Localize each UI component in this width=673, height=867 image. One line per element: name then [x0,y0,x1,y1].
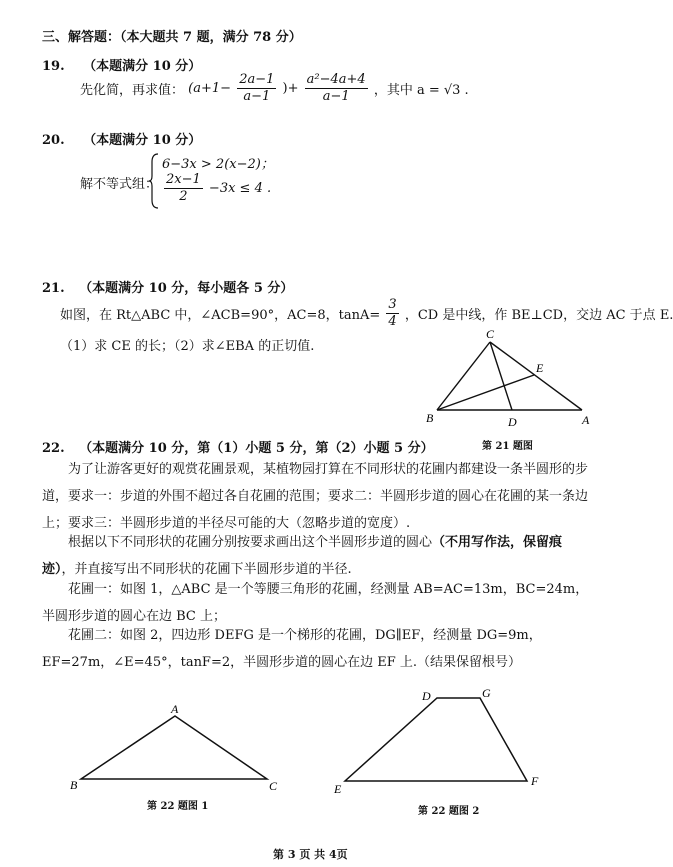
q22-para-2-b: ，并直接写出不同形状的花圃下半圆形步道的半径. [61,562,352,577]
q21-header [42,277,293,296]
q22-figure-2 [330,684,550,799]
q19-number: 19. [42,59,65,74]
q22-fig1-label-c: C [269,779,278,793]
q19-expression [80,72,469,105]
q22-para-1: 为了让游客更好的观赏花圃景观，某植物园打算在不同形状的花圃内都建设一条半圆形的步道，要求一：步道的外围不超过各自花圃的范围；要求二：半圆形步道的圆心在花圃的某一条边上；要求三：半圆形步道的半径尽可能的大（忽略步道的宽度）. [42,462,589,531]
q22-figure-1-caption: 第 22 题图 1 [147,801,209,812]
q21-line2: （1）求 CE 的长；（2）求∠EBA 的正切值. [60,339,315,354]
q21-number: 21. [42,281,65,296]
q21-figure [420,322,600,452]
q22-fig2-label-f: F [531,774,539,788]
q19-frac1-den: a−1 [243,89,271,104]
q21-segment-cd [490,342,512,410]
q22-para-2 [42,529,590,583]
q19-frac2-den: a−1 [322,89,350,104]
q20-ineq2-tail: −3x ≤ 4 . [208,181,272,196]
q22-figure-1 [62,700,287,800]
q22-fig2-label-g: G [482,686,491,700]
q21-segment-be [437,375,534,410]
q22-trapezoid-defg [345,698,527,781]
q19-lead: 先化简，再求值： [80,83,185,98]
q22-number: 22. [42,441,65,456]
q21-score: （本题满分 10 分，每小题各 5 分） [79,281,294,296]
q21-figure-caption: 第 21 题图 [482,441,533,452]
q19-close: )+ [282,81,299,96]
q21-label-c: C [486,327,495,341]
q22-fig1-label-a: A [171,702,179,716]
q19-frac1 [237,72,276,105]
q21-label-d: D [508,415,517,429]
q20-ineq2-den: 2 [179,189,188,204]
q19-frac2-num: a²−4a+4 [306,72,366,87]
q22-score: （本题满分 10 分，第（1）小题 5 分，第（2）小题 5 分） [79,441,434,456]
q22-triangle-abc [81,716,267,779]
q22-figure-2-caption: 第 22 题图 2 [418,806,480,817]
q20-ineq2 [162,172,271,205]
q21-tan-frac [386,297,398,330]
q22-para-2-a: 根据以下不同形状的花圃分别按要求画出这个半圆形步道的圆心 [68,535,433,550]
q20-brace [148,152,160,210]
q22-para-3: 花圃一：如图 1，△ABC 是一个等腰三角形的花圃，经测量 AB=AC=13m，BC=24m，半圆形步道的圆心在边 BC 上； [42,582,589,624]
q20-number: 20. [42,133,65,148]
q22-para-4: 花圃二：如图 2，四边形 DEFG 是一个梯形的花圃，DG∥EF，经测量 DG=9m，EF=27m，∠E=45°，tanF=2，半圆形步道的圆心在边 EF 上.（结果保留根号） [42,628,542,670]
page-footer: 第 3 页 共 4页 [273,848,348,861]
q21-line1-b: ，CD 是中线，作 BE⊥CD，交边 AC 于点 E. [404,308,673,323]
q21-segment-ca [490,342,582,410]
q21-label-b: B [426,411,434,425]
q22-fig2-label-d: D [422,689,431,703]
q22-fig2-label-e: E [334,782,342,796]
q19-open: (a+1− [188,81,232,96]
q20-header [42,129,201,148]
q22-para-2-bold: （不用写作法，保留痕迹） [42,535,563,577]
q20-ineq1: 6−3x > 2(x−2)； [162,157,274,172]
q19-frac2 [305,72,368,105]
q22-fig1-label-b: B [70,778,78,792]
q21-line1-a: 如图，在 Rt△ABC 中，∠ACB=90°，AC=8，tanA= [60,308,381,323]
q21-tan-den: 4 [388,314,397,329]
q20-score: （本题满分 10 分） [83,133,202,148]
q19-frac1-num: 2a−1 [239,72,275,87]
q21-label-e: E [536,361,544,375]
q19-score: （本题满分 10 分） [83,59,202,74]
section-heading: 三、解答题：（本大题共 7 题，满分 78 分） [42,30,302,45]
q21-tan-num: 3 [388,297,397,312]
q21-label-a: A [582,413,590,427]
q19-tail: ，其中 a = √3 . [373,83,469,98]
q20-ineq2-frac [164,172,203,205]
q22-header [42,437,434,456]
q20-lead: 解不等式组： [80,177,159,192]
q20-ineq2-num: 2x−1 [166,172,201,187]
